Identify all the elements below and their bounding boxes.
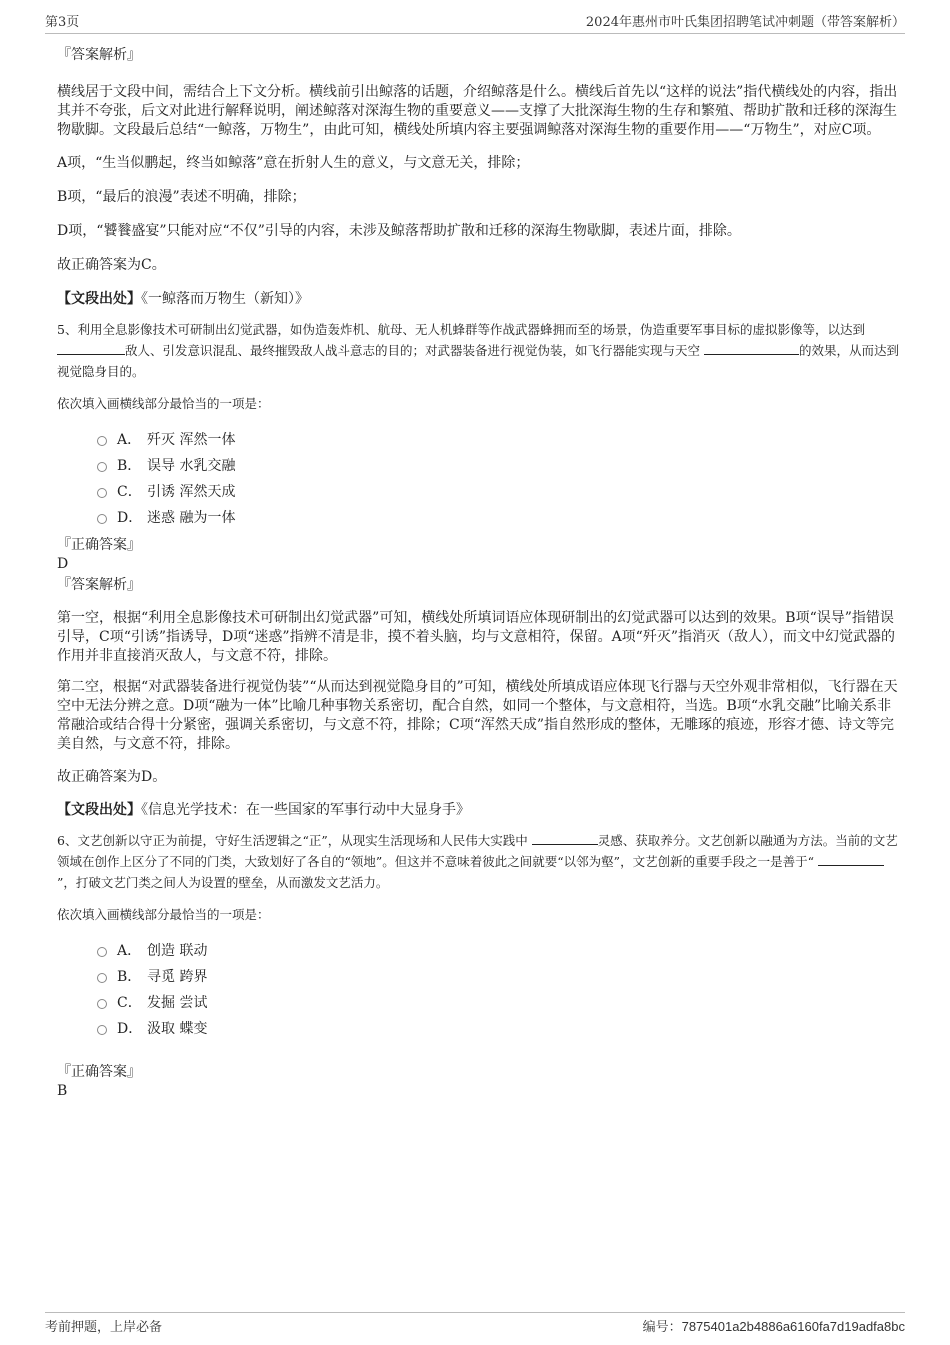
page-header: [45, 12, 905, 34]
option-letter: B．: [117, 969, 142, 985]
fill-blank-2[interactable]: [818, 851, 884, 866]
main-content: [57, 46, 902, 1101]
question-5-stem: [57, 319, 902, 382]
stem-part: 灵感、获取养分。文艺创新以融通为方法。当前的文艺领域在创作上区分了不同的门类，大致划好了各自的“领地”。但这并不意味着彼此之间就要“以邻为壑”，文艺创新的重要手段之一是善于“: [57, 833, 898, 869]
answer-value: B: [57, 1083, 68, 1099]
fill-blank-1[interactable]: [57, 340, 125, 355]
analysis-label: 『答案解析』: [57, 577, 141, 593]
option-letter: A．: [117, 943, 142, 959]
option-text: 引诱 浑然天成: [147, 484, 236, 500]
conclusion: 故正确答案为D。: [57, 769, 167, 785]
footer-slogan: 考前押题，上岸必备: [45, 1320, 163, 1335]
analysis-option-d: D项，“饕餮盛宴”只能对应“不仅”引导的内容，未涉及鲸落帮助扩散和迁移的深海生物歇脚，表述片面，排除。: [57, 223, 741, 239]
stem-part: 5、利用全息影像技术可研制出幻觉武器，如伪造轰炸机、航母、无人机蜂群等作战武器蜂拥而至的场景，伪造重要军事目标的虚拟影像等，以达到: [57, 322, 865, 337]
option-letter: B．: [117, 458, 142, 474]
radio-icon[interactable]: [97, 488, 107, 498]
answer-value: D: [57, 556, 69, 572]
option-letter: C．: [117, 484, 142, 500]
source-title: 《一鲸落而万物生（新知）》: [141, 291, 309, 307]
question-6-instruction: 依次填入画横线部分最恰当的一项是：: [57, 907, 270, 922]
fill-blank-2[interactable]: [704, 340, 799, 355]
option-letter: D．: [117, 510, 143, 526]
radio-icon[interactable]: [97, 999, 107, 1009]
option-text: 创造 联动: [147, 943, 208, 959]
question-6-stem: [57, 830, 902, 893]
page-footer: [45, 1312, 905, 1338]
option-text: 寻觅 跨界: [147, 969, 208, 985]
source-tag: 【文段出处】: [57, 291, 141, 307]
conclusion: 故正确答案为C。: [57, 257, 166, 273]
analysis-paragraph-1: 第一空，根据“利用全息影像技术可研制出幻觉武器”可知，横线处所填词语应体现研制出的幻觉武器可以达到的效果。B项“误导”指错误引导，C项“引诱”指诱导，D项“迷惑”指辨不清是非，摸不着头脑，均与文意相符，保留。A项“歼灭”指消灭（敌人），而文中幻觉武器的作用并非直接消灭敌人，与文意不符，排除。: [57, 610, 895, 664]
page-number: 第3页: [45, 15, 80, 30]
question-5-options: [97, 426, 902, 530]
document-title: 2024年惠州市叶氏集团招聘笔试冲刺题（带答案解析）: [585, 15, 905, 30]
answer-label: 『正确答案』: [57, 1064, 141, 1080]
option-text: 汲取 蝶变: [147, 1021, 208, 1037]
option-letter: C．: [117, 995, 142, 1011]
analysis-label: 『答案解析』: [57, 47, 141, 63]
radio-icon[interactable]: [97, 1025, 107, 1035]
radio-icon[interactable]: [97, 436, 107, 446]
option-c[interactable]: [97, 478, 902, 504]
radio-icon[interactable]: [97, 947, 107, 957]
option-letter: A．: [117, 432, 142, 448]
stem-part: 敌人、引发意识混乱、最终摧毁敌人战斗意志的目的；对武器装备进行视觉伪装，如飞行器能实现与天空: [125, 343, 701, 358]
question-5-instruction: 依次填入画横线部分最恰当的一项是：: [57, 396, 270, 411]
analysis-paragraph-2: 第二空，根据“对武器装备进行视觉伪装”“从而达到视觉隐身目的”可知，横线处所填成语应体现飞行器与天空外观非常相似，飞行器在天空中无法分辨之意。D项“融为一体”比喻几种事物关系密切，配合自然，如同一个整体，与文意相符，当选。B项“水乳交融”比喻关系非常融洽或结合得十分紧密，强调关系密切，与文意不符，排除；C项“浑然天成”指自然形成的整体，无雕琢的痕迹，形容才德、诗文等完美自然，与文意不符，排除。: [57, 679, 898, 752]
option-a[interactable]: [97, 937, 902, 963]
option-text: 误导 水乳交融: [147, 458, 236, 474]
source-tag: 【文段出处】: [57, 802, 141, 818]
option-b[interactable]: [97, 452, 902, 478]
radio-icon[interactable]: [97, 973, 107, 983]
analysis-paragraph: 横线居于文段中间，需结合上下文分析。横线前引出鲸落的话题，介绍鲸落是什么。横线后首先以“这样的说法”指代横线处的内容，指出其并不夸张，后文对此进行解释说明，阐述鲸落对深海生物的重要意义——支撑了大批深海生物的生存和繁殖、帮助扩散和迁移的深海生物歇脚。文段最后总结“一鲸落，万物生”，由此可知，横线处所填内容主要强调鲸落对深海生物的重要作用——“万物生”，对应C项。: [57, 84, 898, 138]
option-text: 发掘 尝试: [147, 995, 208, 1011]
source-line: [57, 290, 902, 309]
source-title: 《信息光学技术：在一些国家的军事行动中大显身手》: [141, 802, 470, 818]
document-id: 编号：7875401a2b4886a6160fa7d19adfa8bc: [642, 1319, 905, 1334]
option-c[interactable]: [97, 989, 902, 1015]
analysis-option-b: B项，“最后的浪漫”表述不明确，排除；: [57, 189, 306, 205]
stem-part: ”，打破文艺门类之间人为设置的壁垒，从而激发文艺活力。: [57, 875, 389, 890]
source-line: [57, 801, 902, 820]
option-d[interactable]: [97, 504, 902, 530]
radio-icon[interactable]: [97, 514, 107, 524]
option-d[interactable]: [97, 1015, 902, 1041]
option-a[interactable]: [97, 426, 902, 452]
answer-label: 『正确答案』: [57, 537, 141, 553]
option-b[interactable]: [97, 963, 902, 989]
option-text: 迷惑 融为一体: [147, 510, 236, 526]
stem-part: 6、文艺创新以守正为前提，守好生活逻辑之“正”，从现实生活现场和人民伟大实践中: [57, 833, 528, 848]
fill-blank-1[interactable]: [532, 830, 598, 845]
option-text: 歼灭 浑然一体: [147, 432, 236, 448]
question-6-options: [97, 937, 902, 1041]
option-letter: D．: [117, 1021, 143, 1037]
analysis-option-a: A项，“生当似鹏起，终当如鲸落”意在折射人生的意义，与文意无关，排除；: [57, 155, 530, 171]
radio-icon[interactable]: [97, 462, 107, 472]
stem-part: 的效果，从而达到视觉隐身目的。: [57, 343, 900, 379]
